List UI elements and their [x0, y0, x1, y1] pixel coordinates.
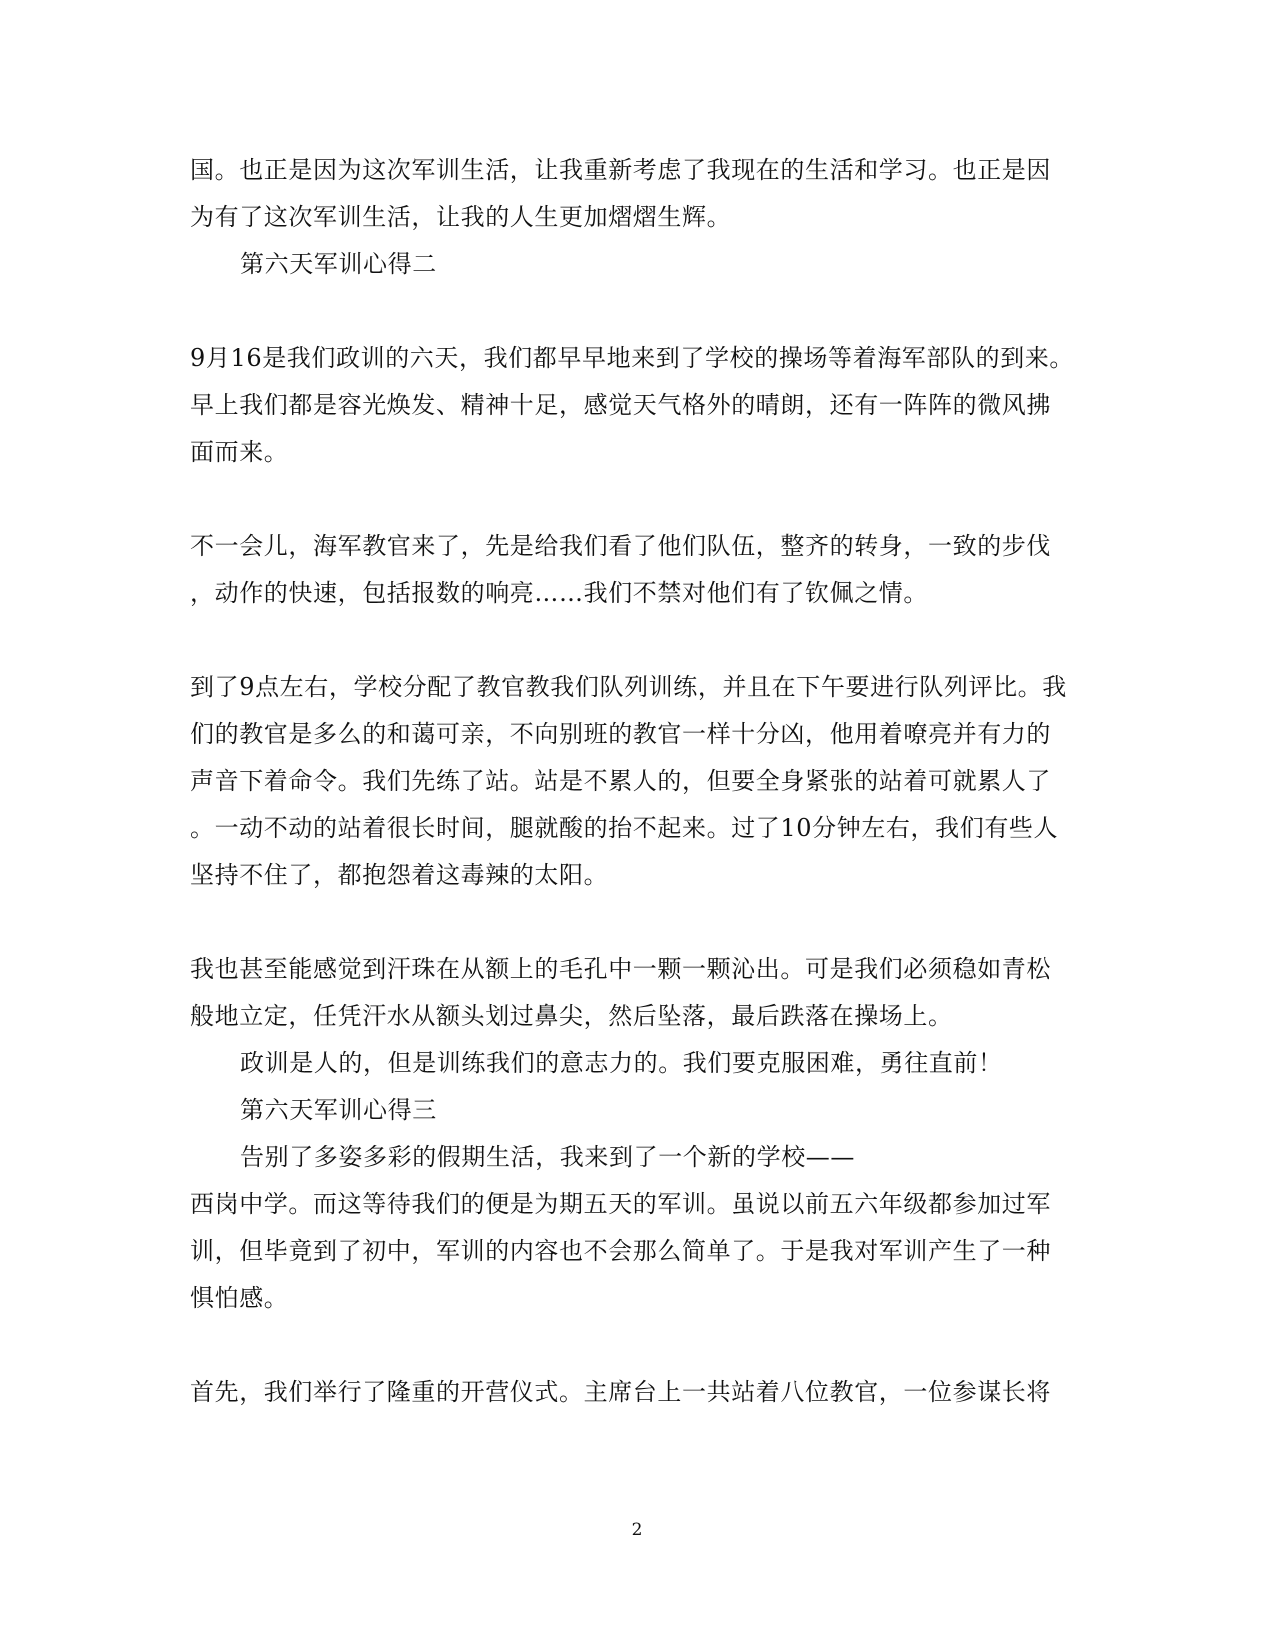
text-line: 般地立定，任凭汗水从额头划过鼻尖，然后坠落，最后跌落在操场上。 — [190, 1002, 953, 1030]
text-line: 国。也正是因为这次军训生活，让我重新考虑了我现在的生活和学习。也正是因 — [190, 156, 1051, 184]
text-line: 早上我们都是容光焕发、精神十足，感觉天气格外的晴朗，还有一阵阵的微风拂 — [190, 391, 1051, 419]
text-line: 不一会儿，海军教官来了，先是给我们看了他们队伍，整齐的转身，一致的步伐 — [190, 532, 1051, 560]
text-line: 告别了多姿多彩的假期生活，我来到了一个新的学校—— — [240, 1143, 855, 1171]
text-line: 惧怕感。 — [190, 1284, 289, 1312]
text-line: 们的教官是多么的和蔼可亲，不向别班的教官一样十分凶，他用着嘹亮并有力的 — [190, 720, 1051, 748]
section-heading: 第六天军训心得二 — [240, 250, 437, 278]
text-line: 面而来。 — [190, 438, 289, 466]
text-line: 训，但毕竟到了初中，军训的内容也不会那么简单了。于是我对军训产生了一种 — [190, 1237, 1051, 1265]
text-line: 为有了这次军训生活，让我的人生更加熠熠生辉。 — [190, 203, 732, 231]
text-line: 西岗中学。而这等待我们的便是为期五天的军训。虽说以前五六年级都参加过军 — [190, 1190, 1051, 1218]
text-line: 我也甚至能感觉到汗珠在从额上的毛孔中一颗一颗沁出。可是我们必须稳如青松 — [190, 955, 1051, 983]
section-heading: 第六天军训心得三 — [240, 1096, 437, 1124]
text-line: 坚持不住了，都抱怨着这毒辣的太阳。 — [190, 861, 609, 889]
text-line: 9月16是我们政训的六天，我们都早早地来到了学校的操场等着海军部队的到来。 — [190, 344, 1075, 372]
text-line: 。一动不动的站着很长时间，腿就酸的抬不起来。过了10分钟左右，我们有些人 — [190, 814, 1059, 842]
text-line: 首先，我们举行了隆重的开营仪式。主席台上一共站着八位教官，一位参谋长将 — [190, 1378, 1051, 1406]
text-line: 声音下着命令。我们先练了站。站是不累人的，但要全身紧张的站着可就累人了 — [190, 767, 1051, 795]
text-line: 到了9点左右，学校分配了教官教我们队列训练，并且在下午要进行队列评比。我 — [190, 673, 1067, 701]
text-line: 政训是人的，但是训练我们的意志力的。我们要克服困难，勇往直前！ — [240, 1049, 1003, 1077]
text-line: ，动作的快速，包括报数的响亮……我们不禁对他们有了钦佩之情。 — [190, 579, 928, 607]
page-number: 2 — [631, 1520, 643, 1540]
